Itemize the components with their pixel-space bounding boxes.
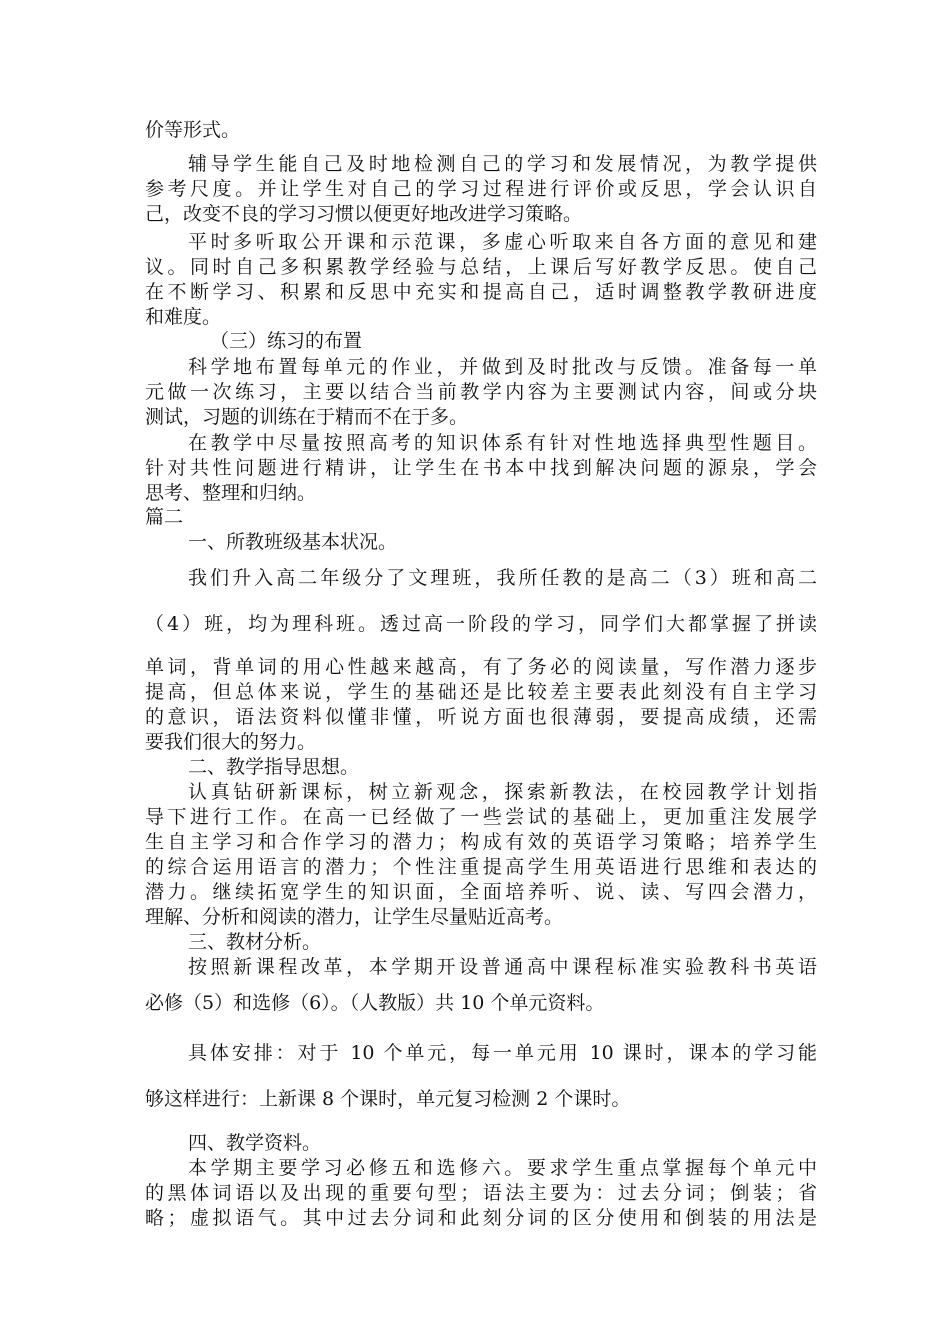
text-line: 导下进行工作。在高一已经做了一些尝试的基础上，更加重注发展学 [145, 806, 817, 828]
text-line: 测试，习题的训练在于精而不在于多。 [145, 406, 469, 428]
text-line: 针对共性问题进行精讲，让学生在书本中找到解决问题的源泉，学会 [145, 457, 817, 479]
text-line: 价等形式。 [145, 119, 241, 141]
text-line: 我们升入高二年级分了文理班，我所任教的是高二（3）班和高二 [188, 567, 817, 589]
text-line: 平时多听取公开课和示范课，多虚心听取来自各方面的意见和建 [188, 231, 817, 253]
text-line: 单词，背单词的用心性越来越高，有了务必的阅读量，写作潜力逐步 [145, 656, 817, 678]
text-line: 提高，但总体来说，学生的基础还是比较差主要表此刻没有自主学习 [145, 681, 817, 703]
text-line: 理解、分析和阅读的潜力，让学生尽量贴近高考。 [145, 906, 564, 928]
text-line: 潜力。继续拓宽学生的知识面，全面培养听、说、读、写四会潜力， [145, 881, 817, 903]
text-line: 略；虚拟语气。其中过去分词和此刻分词的区分使用和倒装的用法是 [145, 1207, 817, 1229]
text-line: 的综合运用语言的潜力；个性注重提高学生用英语进行思维和表达的 [145, 856, 817, 878]
text-line: 科学地布置每单元的作业，并做到及时批改与反馈。准备每一单 [188, 356, 817, 378]
section-heading: 二、教学指导思想。 [188, 756, 360, 778]
text-line: 够这样进行：上新课 8 个课时，单元复习检测 2 个课时。 [145, 1088, 631, 1110]
text-line: 要我们很大的努力。 [145, 731, 317, 753]
text-line: 的黑体词语以及出现的重要句型；语法主要为：过去分词；倒装；省 [145, 1182, 817, 1204]
text-line: 的意识，语法资料似懂非懂，听说方面也很薄弱，要提高成绩，还需 [145, 706, 817, 728]
text-line: 按照新课程改革，本学期开设普通高中课程标准实验教科书英语 [188, 956, 817, 978]
text-line: 本学期主要学习必修五和选修六。要求学生重点掌握每个单元中 [188, 1157, 817, 1179]
text-line: 在不断学习、积累和反思中充实和提高自己，适时调整教学教研进度 [145, 281, 817, 303]
text-line: （4）班，均为理科班。透过高一阶段的学习，同学们大都掌握了拼读 [145, 613, 817, 635]
section-heading: 三、教材分析。 [188, 931, 322, 953]
text-line: 议。同时自己多积累教学经验与总结，上课后写好教学反思。使自己 [145, 256, 817, 278]
text-line: 思考、整理和归纳。 [145, 482, 317, 504]
part-heading: 篇二 [145, 506, 184, 528]
text-line: 元做一次练习，主要以结合当前教学内容为主要测试内容，间或分块 [145, 381, 817, 403]
text-line: 参考尺度。并让学生对自己的学习过程进行评价或反思，学会认识自 [145, 178, 817, 200]
text-line: 己，改变不良的学习习惯以便更好地改进学习策略。 [145, 203, 583, 225]
text-line: 和难度。 [145, 306, 222, 328]
text-line: 认真钻研新课标，树立新观念，探索新教法，在校园教学计划指 [188, 781, 817, 803]
text-line: 具体安排：对于 10 个单元，每一单元用 10 课时，课本的学习能 [188, 1042, 817, 1064]
text-line: 辅导学生能自己及时地检测自己的学习和发展情况，为教学提供 [188, 153, 817, 175]
text-line: 在教学中尽量按照高考的知识体系有针对性地选择典型性题目。 [188, 432, 817, 454]
text-line: 生自主学习和合作学习的潜力；构成有效的英语学习策略；培养学生 [145, 831, 817, 853]
text-line: 必修（5）和选修（6）。（人教版）共 10 个单元资料。 [145, 992, 605, 1014]
section-heading: （三）练习的布置 [210, 330, 363, 352]
section-heading: 四、教学资料。 [188, 1132, 322, 1154]
section-heading: 一、所教班级基本状况。 [188, 531, 398, 553]
